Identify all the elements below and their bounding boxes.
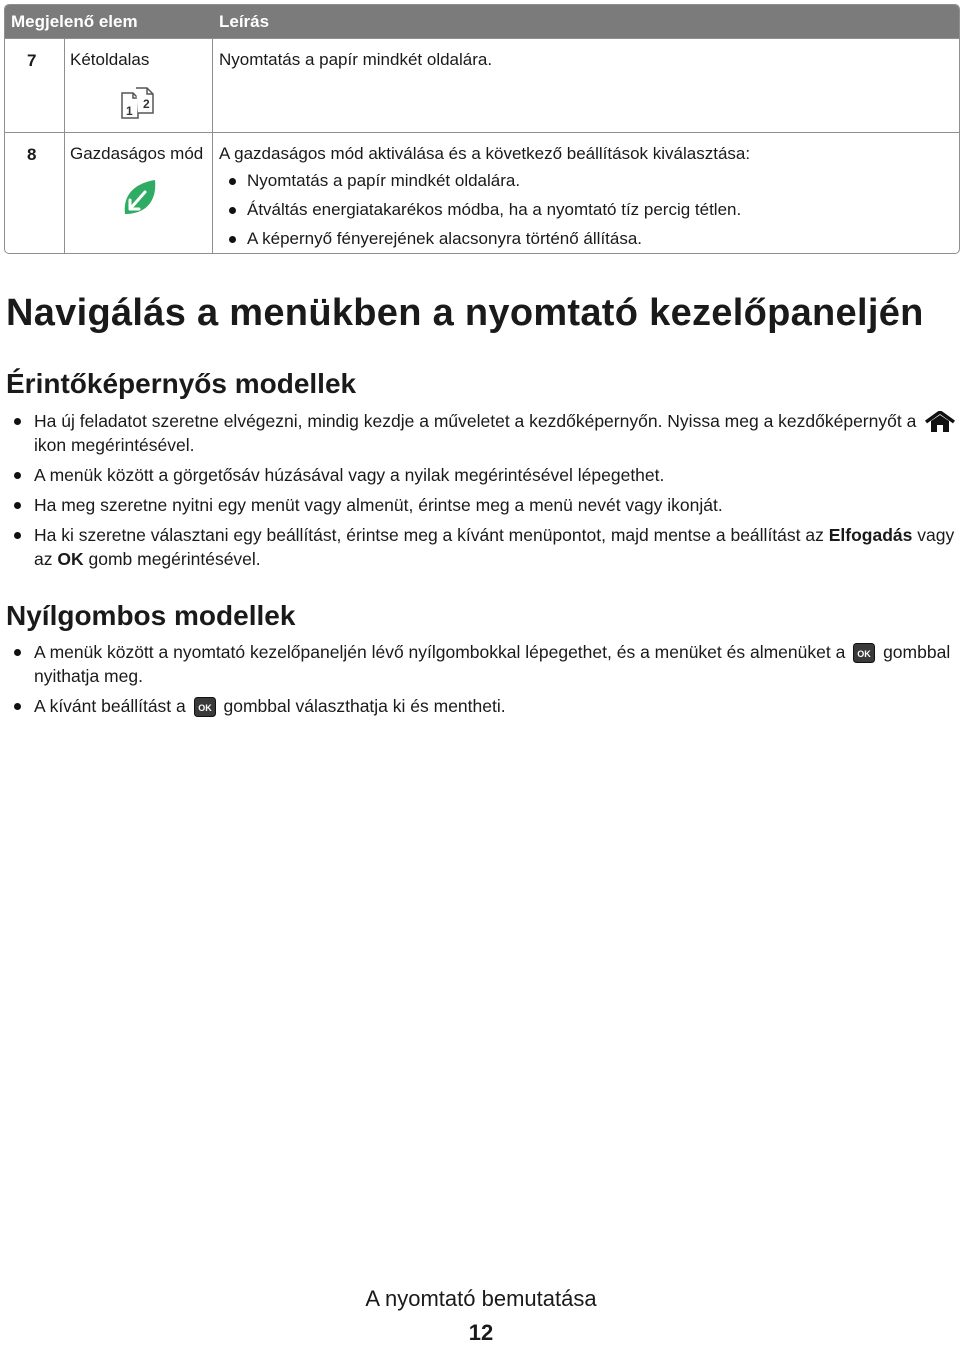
list-item: Nyomtatás a papír mindkét oldalára. bbox=[219, 170, 959, 192]
row-number: 7 bbox=[5, 39, 65, 132]
list-item-text: gombbal nyithatja meg. bbox=[34, 642, 951, 686]
table-row bbox=[5, 132, 959, 253]
header-description: Leírás bbox=[219, 11, 270, 31]
touch-models-heading: Érintőképernyős modellek bbox=[6, 368, 357, 399]
row-name bbox=[65, 133, 213, 253]
accept-label: Elfogadás bbox=[828, 525, 913, 546]
list-item: A menük között a görgetősáv húzásával vagy a nyilak megérintésével lépegethet. bbox=[8, 463, 960, 487]
list-item-text: vagy az bbox=[34, 525, 955, 570]
svg-text:2: 2 bbox=[143, 97, 150, 111]
list-item-text: A menük között a nyomtató kezelőpaneljén lévő nyílgombokkal lépegethet, és a menüket és almenüket a bbox=[34, 642, 846, 662]
list-item: A képernyő fényerejének alacsonyra történő állítása. bbox=[219, 228, 959, 250]
table-header bbox=[5, 5, 959, 38]
list-item bbox=[8, 523, 960, 571]
row-description-text: A gazdaságos mód aktiválása és a következő beállítások kiválasztása: bbox=[219, 144, 751, 163]
ok-button-icon bbox=[853, 643, 875, 663]
table-row bbox=[5, 38, 959, 132]
list-item bbox=[8, 409, 960, 457]
list-item-text: ikon megérintésével. bbox=[34, 435, 195, 456]
row-description bbox=[213, 133, 959, 253]
page-number: 12 bbox=[468, 1320, 494, 1345]
section-title: Navigálás a menükben a nyomtató kezelőpaneljén bbox=[6, 292, 924, 334]
list-item-text: gomb megérintésével. bbox=[88, 549, 261, 570]
list-item-text: gombbal választhatja ki és mentheti. bbox=[223, 696, 506, 716]
ok-button-icon bbox=[194, 697, 216, 717]
row-name bbox=[65, 39, 213, 132]
arrow-models-heading: Nyílgombos modellek bbox=[6, 600, 296, 631]
footer-chapter-title: A nyomtató bemutatása bbox=[365, 1286, 597, 1311]
row-name-label: Kétoldalas bbox=[70, 50, 150, 69]
row-description bbox=[213, 39, 959, 132]
row-number: 8 bbox=[5, 133, 65, 253]
list-item bbox=[8, 694, 960, 718]
eco-leaf-icon bbox=[121, 178, 159, 218]
touch-models-list bbox=[8, 409, 960, 577]
row-name-label: Gazdaságos mód bbox=[70, 144, 204, 163]
svg-text:1: 1 bbox=[126, 104, 133, 118]
arrow-models-list bbox=[8, 640, 960, 724]
home-icon bbox=[924, 411, 956, 433]
list-item: Ha meg szeretne nyitni egy menüt vagy almenüt, érintse meg a menü nevét vagy ikonját. bbox=[8, 493, 960, 517]
eco-options-list bbox=[219, 170, 959, 250]
duplex-icon bbox=[119, 87, 157, 123]
list-item bbox=[8, 640, 960, 688]
list-item-text: A kívánt beállítást a bbox=[34, 696, 186, 716]
list-item-text: Ha új feladatot szeretne elvégezni, mindig kezdje a műveletet a kezdőképernyőn. Nyissa meg a kezdőképernyőt a bbox=[34, 411, 917, 431]
list-item-text: Ha ki szeretne választani egy beállítást, érintse meg a kívánt menüpontot, majd mentse a beállítást az bbox=[34, 525, 824, 546]
display-items-table bbox=[4, 4, 960, 254]
svg-text:OK: OK bbox=[857, 649, 871, 660]
row-description-text: Nyomtatás a papír mindkét oldalára. bbox=[219, 50, 493, 69]
svg-text:OK: OK bbox=[197, 703, 212, 714]
list-item: Átváltás energiatakarékos módba, ha a nyomtató tíz percig tétlen. bbox=[219, 199, 959, 221]
ok-label: OK bbox=[57, 549, 84, 570]
header-display-item: Megjelenő elem bbox=[11, 11, 138, 31]
